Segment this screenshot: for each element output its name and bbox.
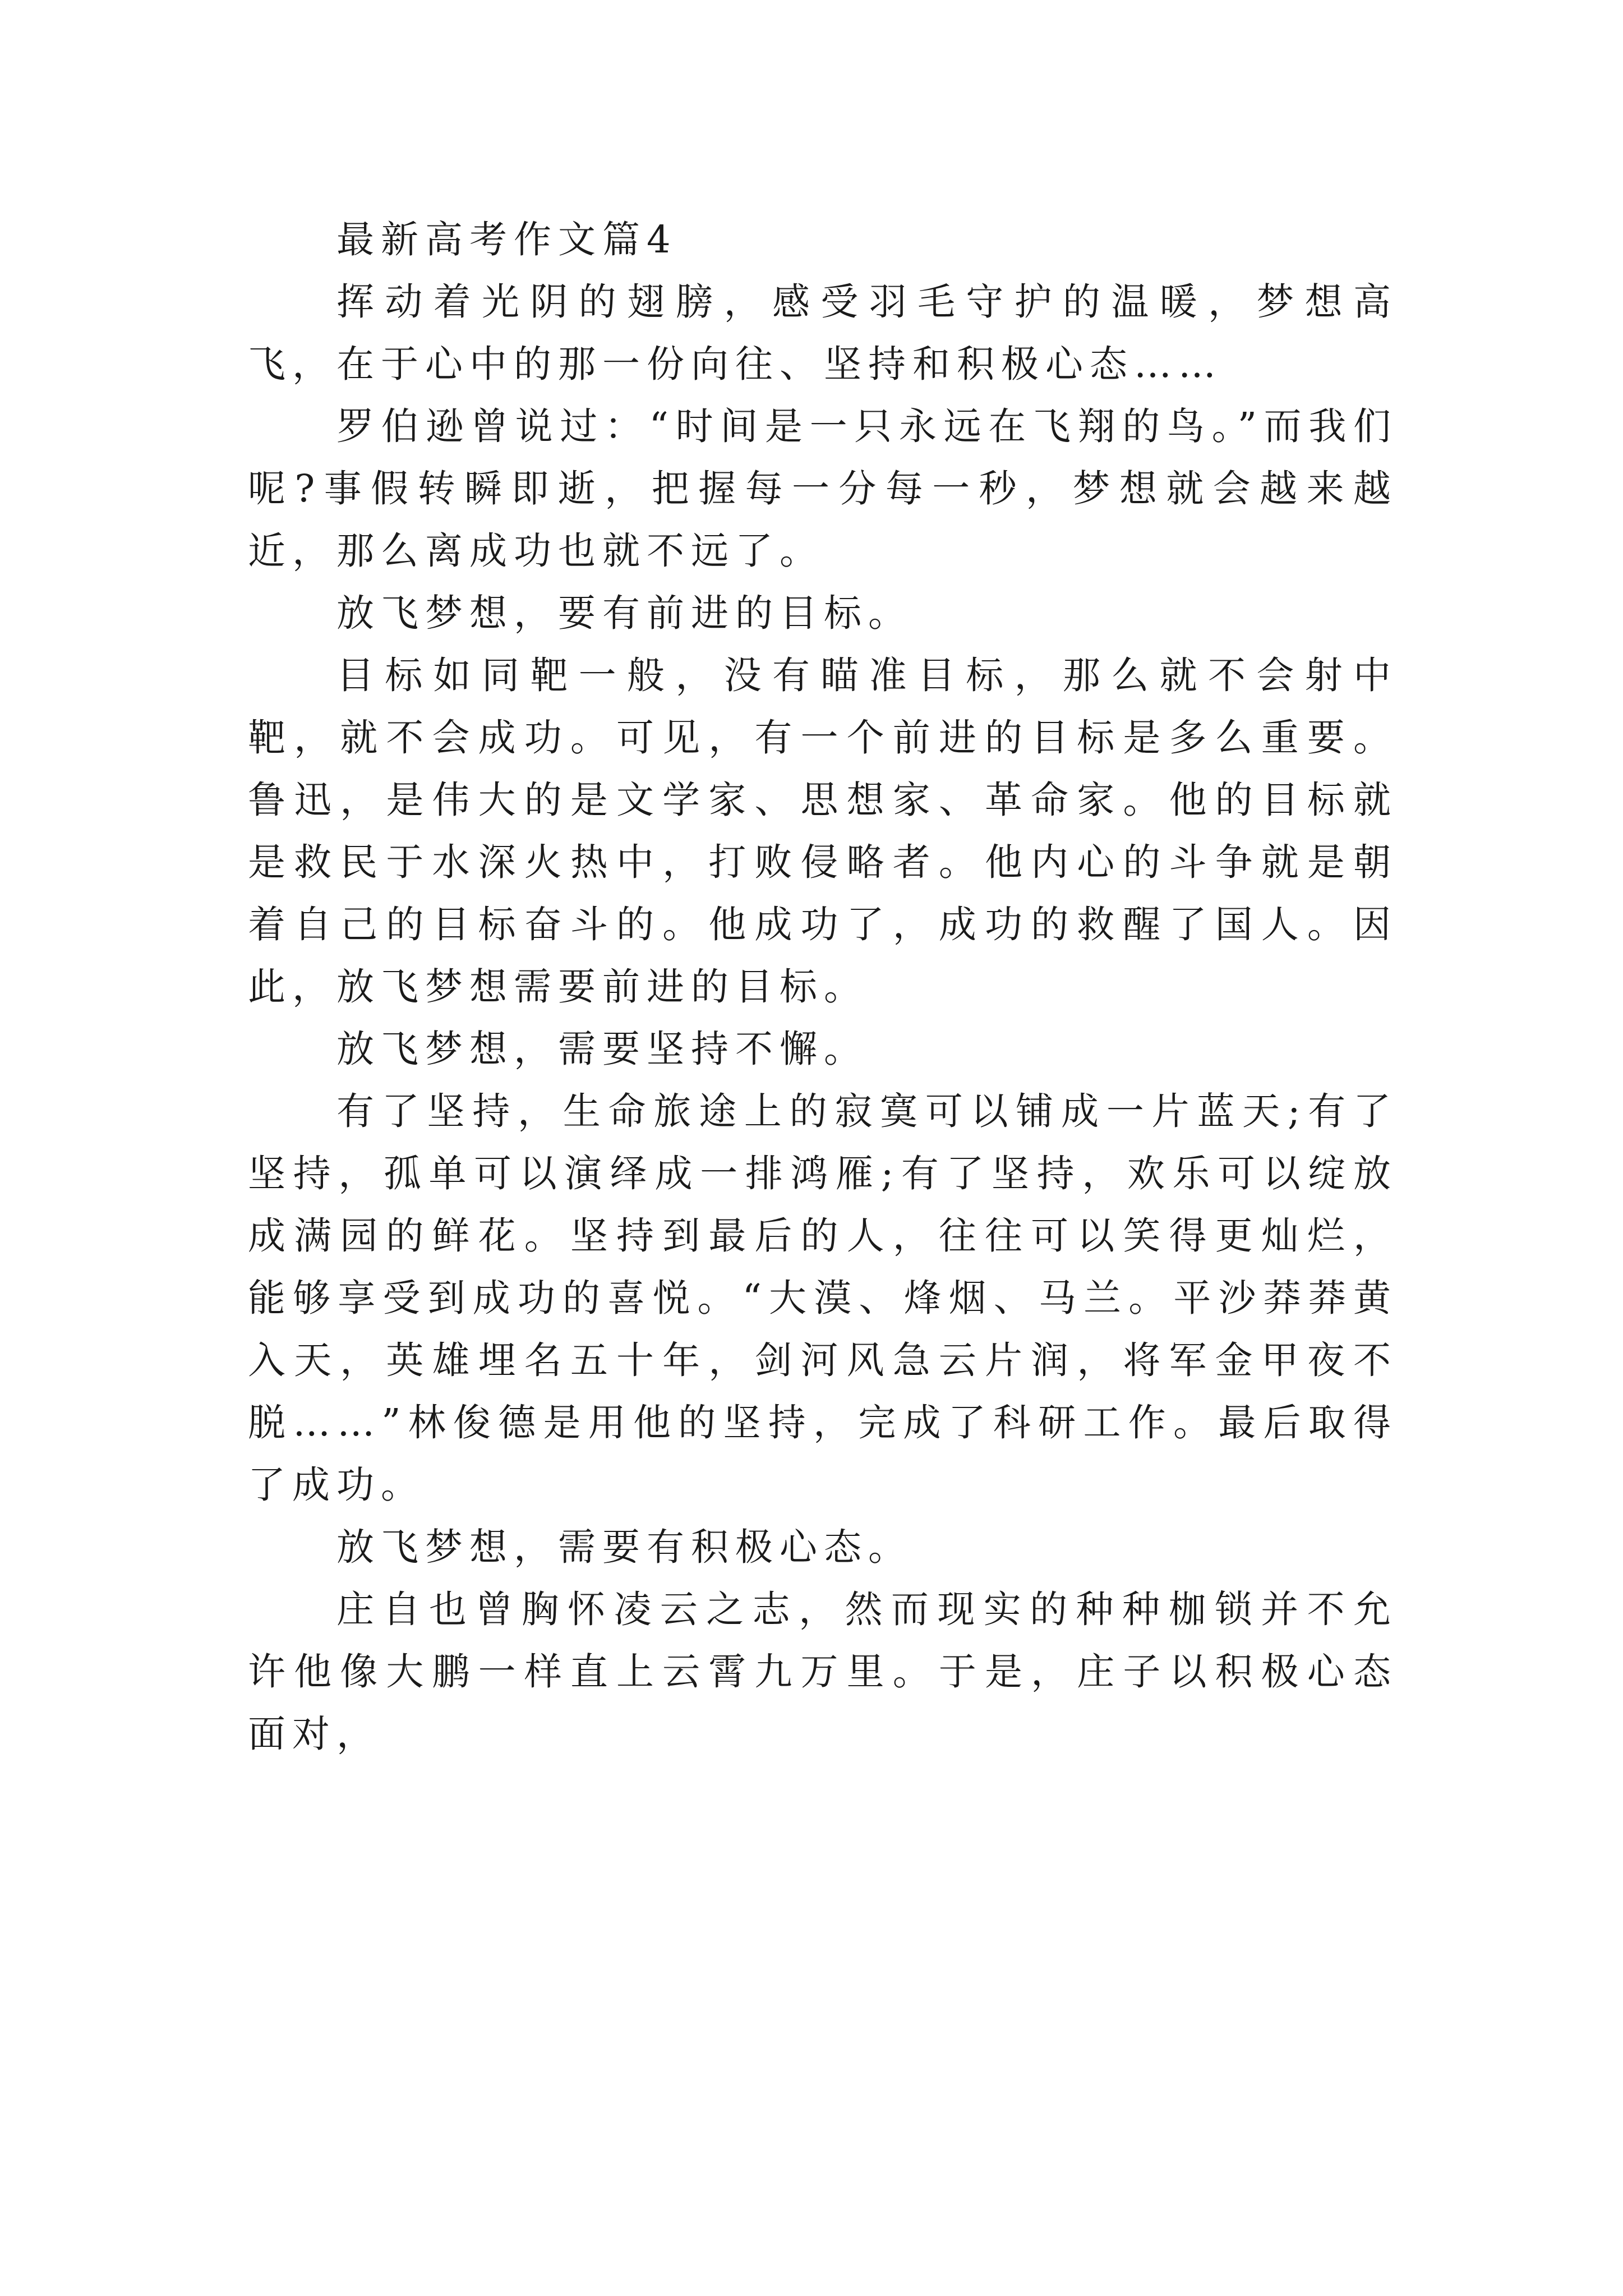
section-heading-persistence: 放飞梦想，需要坚持不懈。 — [336, 1027, 868, 1071]
paragraph-intro: 挥动着光阴的翅膀，感受羽毛守护的温暖，梦想高飞，在于心中的那一份向往、坚持和积极心态…… — [248, 280, 1398, 386]
paragraph-quote: 罗伯逊曾说过：“时间是一只永远在飞翔的鸟。”而我们呢?事假转瞬即逝，把握每一分每一秒，梦想就会越来越近，那么离成功也就不远了。 — [248, 404, 1398, 573]
paragraph-attitude: 庄自也曾胸怀凌云之志，然而现实的种种枷锁并不允许他像大鹏一样直上云霄九万里。于是，庄子以积极心态面对， — [248, 1588, 1398, 1756]
document-body — [248, 209, 1398, 1765]
document-title: 最新高考作文篇4 — [336, 218, 677, 261]
section-heading-goal: 放飞梦想，要有前进的目标。 — [336, 591, 912, 635]
section-heading-attitude: 放飞梦想，需要有积极心态。 — [336, 1525, 912, 1569]
paragraph-goal: 目标如同靶一般，没有瞄准目标，那么就不会射中靶，就不会成功。可见，有一个前进的目标是多么重要。鲁迅，是伟大的是文学家、思想家、革命家。他的目标就是救民于水深火热中，打败侵略者。他内心的斗争就是朝着自己的目标奋斗的。他成功了，成功的救醒了国人。因此，放飞梦想需要前进的目标。 — [248, 654, 1398, 1009]
paragraph-persistence: 有了坚持，生命旅途上的寂寞可以铺成一片蓝天;有了坚持，孤单可以演绎成一排鸿雁;有了坚持，欢乐可以绽放成满园的鲜花。坚持到最后的人，往往可以笑得更灿烂，能够享受到成功的喜悦。“大漠、烽烟、马兰。平沙莽莽黄入天，英雄埋名五十年，剑河风急云片润，将军金甲夜不脱……”林俊德是用他的坚持，完成了科研工作。最后取得了成功。 — [248, 1089, 1398, 1507]
